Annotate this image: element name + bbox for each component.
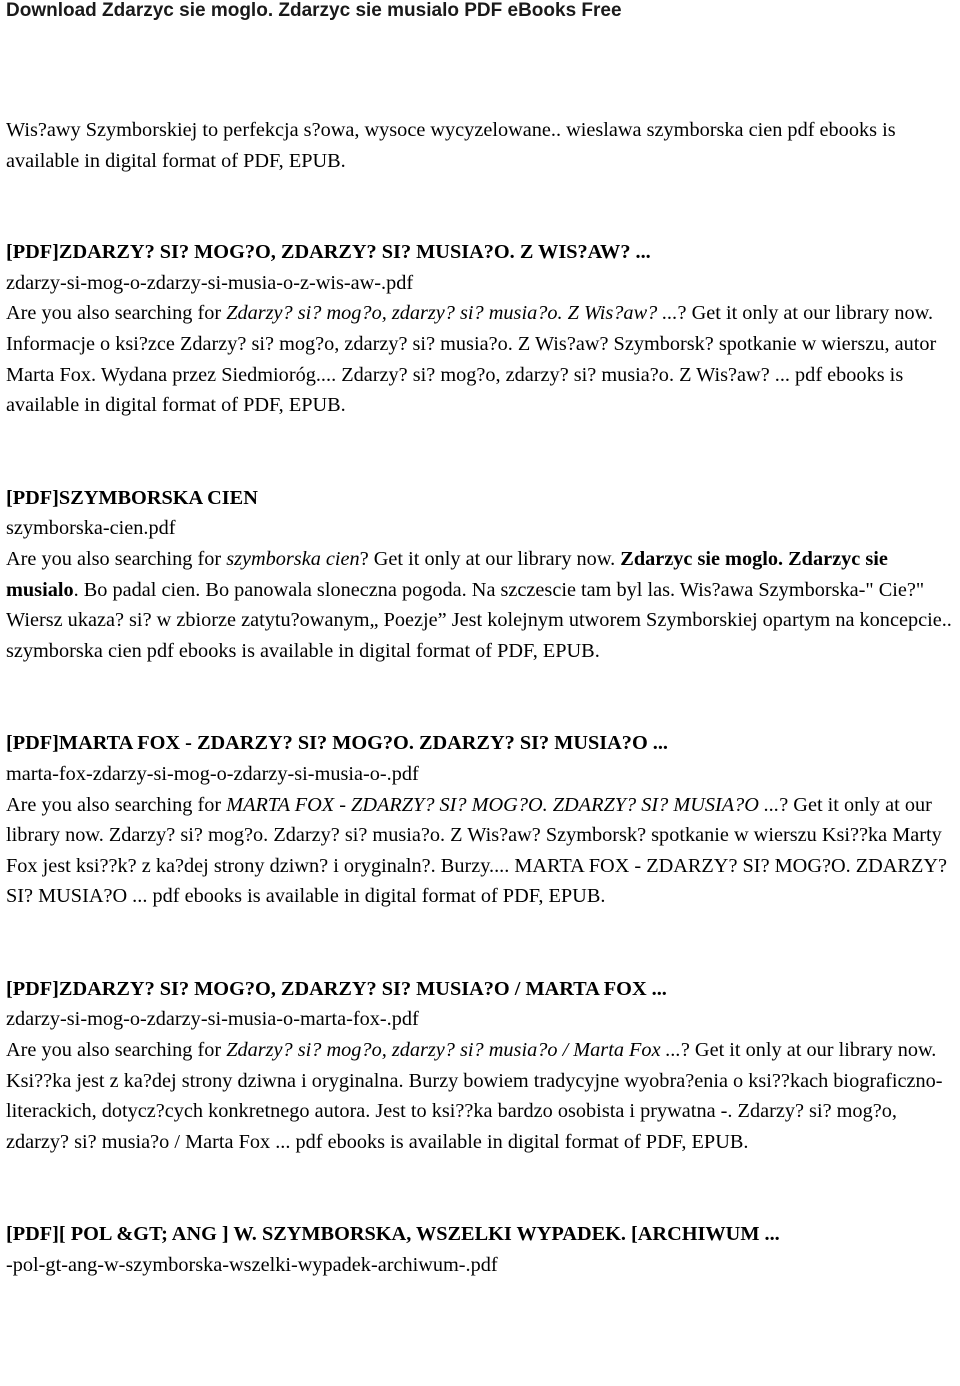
search-prefix: Are you also searching for — [6, 793, 227, 816]
section-title: [PDF][ POL &GT; ANG ] W. SZYMBORSKA, WSZELKI WYPADEK. [ARCHIWUM ... — [6, 1223, 780, 1246]
section-title: [PDF]ZDARZY? SI? MOG?O, ZDARZY? SI? MUSIA?O. Z WIS?AW? ... — [6, 241, 651, 264]
section-filename: szymborska-cien.pdf — [6, 517, 176, 540]
section-filename: -pol-gt-ang-w-szymborska-wszelki-wypadek-archiwum-.pdf — [6, 1254, 498, 1277]
result-section — [6, 483, 954, 667]
section-filename: zdarzy-si-mog-o-zdarzy-si-musia-o-marta-fox-.pdf — [6, 1008, 419, 1031]
section-body — [6, 544, 954, 666]
search-term: Zdarzy? si? mog?o, zdarzy? si? musia?o. Z Wis?aw? ... — [226, 302, 678, 325]
result-section — [6, 974, 954, 1158]
search-term: MARTA FOX - ZDARZY? SI? MOG?O. ZDARZY? SI? MUSIA?O ... — [226, 793, 780, 816]
section-body — [6, 1035, 954, 1157]
section-title: [PDF]MARTA FOX - ZDARZY? SI? MOG?O. ZDARZY? SI? MUSIA?O ... — [6, 732, 669, 755]
search-prefix: Are you also searching for — [6, 302, 227, 325]
document-body — [6, 115, 954, 1281]
section-title: [PDF]ZDARZY? SI? MOG?O, ZDARZY? SI? MUSIA?O / MARTA FOX ... — [6, 977, 667, 1000]
section-text: ? Get it only at our library now. Informacje o ksi?zce Zdarzy? si? mog?o, zdarzy? si? musia?o. Z Wis?aw? Szymborsk? spotkanie w wierszu, autor Marta Fox. Wydana przez Siedmioróg.... Zdarzy? si? mog?o, zdarzy? si? musia?o. Z Wis?aw? ... pdf ebooks is available in digital format of PDF, EPUB. — [6, 302, 937, 417]
search-prefix: Are you also searching for — [6, 547, 227, 570]
section-text: ? Get it only at our library now. Ksi??ka jest z ka?dej strony dziwna i oryginalna. Burzy bowiem tradycyjne wyobra?enia o ksi??kach biograficzno-literackich, dotycz?cych konkretnego autora. Jest to ksi??ka bardzo osobista i prywatna -. Zdarzy? si? mog?o, zdarzy? si? musia?o / Marta Fox ... pdf ebooks is available in digital format of PDF, EPUB. — [6, 1039, 943, 1153]
result-section — [6, 728, 954, 912]
search-term: Zdarzy? si? mog?o, zdarzy? si? musia?o / Marta Fox ... — [226, 1039, 681, 1062]
page-header — [0, 0, 960, 24]
book-title-highlight: Zdarzyc sie moglo. Zdarzyc sie musialo — [6, 547, 888, 601]
section-filename: marta-fox-zdarzy-si-mog-o-zdarzy-si-musia-o-.pdf — [6, 762, 419, 785]
intro-paragraph: Wis?awy Szymborskiej to perfekcja s?owa, wysoce wycyzelowane.. wieslawa szymborska cien pdf ebooks is available in digital format of PDF, EPUB. — [6, 119, 896, 172]
page-title: Download Zdarzyc sie moglo. Zdarzyc sie musialo PDF eBooks Free — [6, 0, 622, 21]
section-text: ? Get it only at our library now. Zdarzy? si? mog?o. Zdarzy? si? musia?o. Z Wis?aw? Szymborsk? spotkanie w wierszu Ksi??ka Marty Fox jest ksi??k? z ka?dej strony dziwn? i oryginaln?. Burzy.... MARTA FOX - ZDARZY? SI? MOG?O. ZDARZY? SI? MUSIA?O ... pdf ebooks is available in digital format of PDF, EPUB. — [6, 793, 947, 908]
section-body — [6, 790, 954, 912]
section-text: ? Get it only at our library now. — [359, 547, 621, 570]
section-body — [6, 298, 954, 420]
section-filename: zdarzy-si-mog-o-zdarzy-si-musia-o-z-wis-aw-.pdf — [6, 271, 414, 294]
search-term: szymborska cien — [226, 547, 360, 570]
result-section — [6, 237, 954, 421]
search-prefix: Are you also searching for — [6, 1039, 227, 1062]
section-text: . Bo padal cien. Bo panowala sloneczna pogoda. Na szczescie tam byl las. Wis?awa Szymborska-" Cie?" Wiersz ukaza? si? w zbiorze zatytu?owanym„ Poezje” Jest kolejnym utworem Szymborskiej opartym na koncepcie.. szymborska cien pdf ebooks is available in digital format of PDF, EPUB. — [6, 578, 952, 662]
result-section — [6, 1219, 954, 1280]
section-title: [PDF]SZYMBORSKA CIEN — [6, 486, 258, 509]
